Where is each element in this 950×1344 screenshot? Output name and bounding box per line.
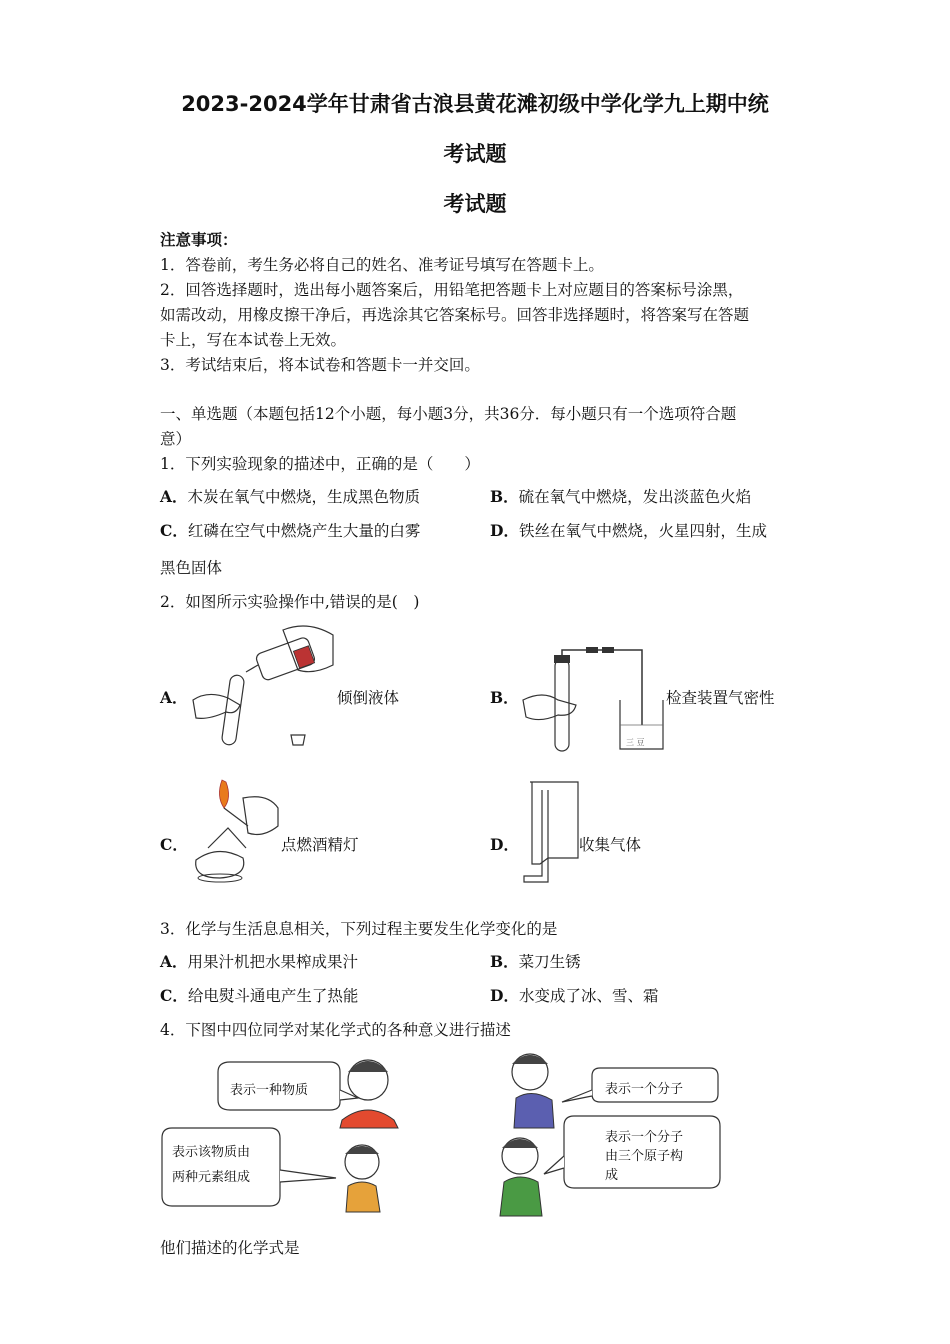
q3-d-label: D． xyxy=(490,986,519,1005)
q3-option-d xyxy=(490,984,658,1006)
bubble-2-text: 表示一个分子 xyxy=(605,1082,684,1097)
notice-item-1: 1．答卷前，考生务必将自己的姓名、准考证号填写在答题卡上。 xyxy=(160,256,604,274)
q1-option-c xyxy=(160,519,420,541)
q2-c-text: 点燃酒精灯 xyxy=(281,836,359,854)
q2-d-label: D． xyxy=(490,835,519,854)
q1-stem: 1．下列实验现象的描述中，正确的是（ ） xyxy=(160,455,480,473)
q1-option-d-cont: 黑色固体 xyxy=(160,559,223,577)
q1-c-text: 红磷在空气中燃烧产生大量的白雾 xyxy=(187,522,421,540)
q3-b-text: 菜刀生锈 xyxy=(518,953,581,971)
q2-c-label: C． xyxy=(160,835,188,854)
q2-d-text: 收集气体 xyxy=(579,836,642,854)
q2-stem: 2．如图所示实验操作中,错误的是( ) xyxy=(160,593,420,611)
bubble-4-line1: 表示一个分子 xyxy=(605,1130,684,1145)
airtightness-check-figure xyxy=(518,645,668,755)
q1-a-text: 木炭在氧气中燃烧，生成黑色物质 xyxy=(187,488,421,506)
q3-c-text: 给电熨斗通电产生了热能 xyxy=(187,987,359,1005)
page-title: 2023-2024学年甘肃省古浪县黄花滩初级中学化学九上期中统 xyxy=(181,92,769,116)
q1-a-label: A． xyxy=(160,487,188,506)
q2-b-text: 检查装置气密性 xyxy=(666,689,775,707)
q3-a-label: A． xyxy=(160,952,188,971)
alcohol-lamp-figure xyxy=(188,778,283,884)
q3-stem: 3．化学与生活息息相关，下列过程主要发生化学变化的是 xyxy=(160,920,558,938)
q3-d-text: 水变成了冰、雪、霜 xyxy=(518,987,659,1005)
q2-a-label: A． xyxy=(160,688,188,707)
notice-heading: 注意事项： xyxy=(160,230,238,249)
bubble-1-text: 表示一种物质 xyxy=(230,1083,309,1098)
q1-d-text: 铁丝在氧气中燃烧，火星四射，生成 xyxy=(518,522,767,540)
notice-item-2c: 卡上，写在本试卷上无效。 xyxy=(160,331,347,349)
page-title-line3: 考试题 xyxy=(443,192,507,216)
bubble-4-line3: 成 xyxy=(605,1168,619,1183)
q3-option-b xyxy=(490,950,581,972)
gas-collection-figure xyxy=(518,780,580,886)
section-heading-b: 意） xyxy=(160,430,192,448)
q3-c-label: C． xyxy=(160,986,188,1005)
q1-b-text: 硫在氧气中燃烧，发出淡蓝色火焰 xyxy=(518,488,752,506)
q3-a-text: 用果汁机把水果榨成果汁 xyxy=(187,953,359,971)
notice-item-3: 3．考试结束后，将本试卷和答题卡一并交回。 xyxy=(160,356,480,374)
bubble-3-line1: 表示该物质由 xyxy=(172,1145,251,1160)
bubble-3-line2: 两种元素组成 xyxy=(172,1170,251,1185)
q1-d-label: D． xyxy=(490,521,519,540)
q1-option-a xyxy=(160,485,420,507)
q3-option-a xyxy=(160,950,358,972)
q3-b-label: B． xyxy=(490,952,519,971)
q2-b-label: B． xyxy=(490,688,519,707)
notice-item-2b: 如需改动，用橡皮擦干净后，再选涂其它答案标号。回答非选择题时，将答案写在答题 xyxy=(160,306,750,324)
q1-option-b xyxy=(490,485,751,507)
pouring-liquid-figure xyxy=(188,620,338,750)
q4-stem: 4．下图中四位同学对某化学式的各种意义进行描述 xyxy=(160,1021,511,1039)
q2-a-text: 倾倒液体 xyxy=(337,689,400,707)
q3-option-c xyxy=(160,984,358,1006)
section-heading-a: 一、单选题（本题包括12个小题，每小题3分，共36分．每小题只有一个选项符合题 xyxy=(160,405,737,423)
q4-tail: 他们描述的化学式是 xyxy=(160,1239,300,1257)
page-title-line2: 考试题 xyxy=(443,142,507,166)
notice-item-2a: 2．回答选择题时，选出每小题答案后，用铅笔把答题卡上对应题目的答案标号涂黑， xyxy=(160,281,744,299)
q1-option-d xyxy=(490,519,767,541)
svg-text:三 豆: 三 豆 xyxy=(626,738,645,747)
q1-b-label: B． xyxy=(490,487,519,506)
q1-c-label: C． xyxy=(160,521,188,540)
bubble-4-line2: 由三个原子构 xyxy=(605,1149,684,1164)
